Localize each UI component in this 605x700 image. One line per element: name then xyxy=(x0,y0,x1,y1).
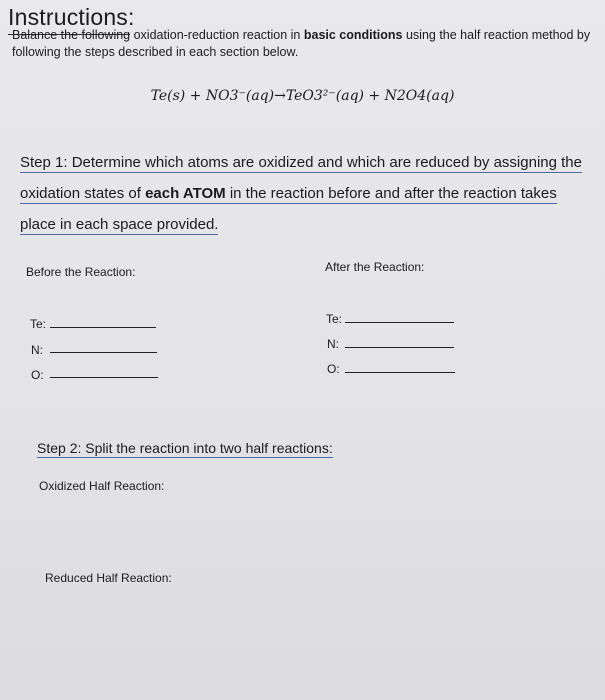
intro-text-end: using the half reaction method by following the steps described in each section below. xyxy=(12,28,591,59)
after-n-label: N: xyxy=(327,337,339,351)
step1-emphasis: each ATOM xyxy=(145,185,226,202)
before-n-label: N: xyxy=(31,343,43,357)
after-reaction-heading: After the Reaction: xyxy=(325,260,425,274)
step2-heading: Step 2: Split the reaction into two half reactions: xyxy=(37,440,333,456)
before-n-blank[interactable] xyxy=(50,352,157,353)
step1-text-end: in the reaction before and after the reaction takes place in each space provided. xyxy=(20,185,557,233)
instructions-paragraph xyxy=(12,27,597,61)
page-title: Instructions: xyxy=(8,4,135,30)
before-reaction-heading: Before the Reaction: xyxy=(26,265,136,279)
before-o-label: O: xyxy=(31,368,44,382)
reduced-half-reaction-label: Reduced Half Reaction: xyxy=(45,571,172,585)
reaction-equation: Te(s) + NO3⁻(aq)→TeO3²⁻(aq) + N2O4(aq) xyxy=(150,88,455,104)
intro-text-start: Balance the following oxidation-reduction reaction in xyxy=(12,28,304,42)
before-o-blank[interactable] xyxy=(50,377,158,378)
after-n-blank[interactable] xyxy=(345,347,454,348)
oxidized-half-reaction-label: Oxidized Half Reaction: xyxy=(39,479,165,493)
intro-emphasis: basic conditions xyxy=(303,28,403,42)
before-te-label: Te: xyxy=(30,317,47,331)
step1-text-start: Step 1: Determine which atoms are oxidized and which are reduced by assigning the oxidation states of xyxy=(20,154,582,202)
after-te-label: Te: xyxy=(326,312,343,326)
after-o-blank[interactable] xyxy=(345,372,455,373)
after-te-blank[interactable] xyxy=(345,322,454,323)
step1-instructions xyxy=(20,147,592,240)
after-o-label: O: xyxy=(327,362,340,376)
before-te-blank[interactable] xyxy=(50,327,156,328)
